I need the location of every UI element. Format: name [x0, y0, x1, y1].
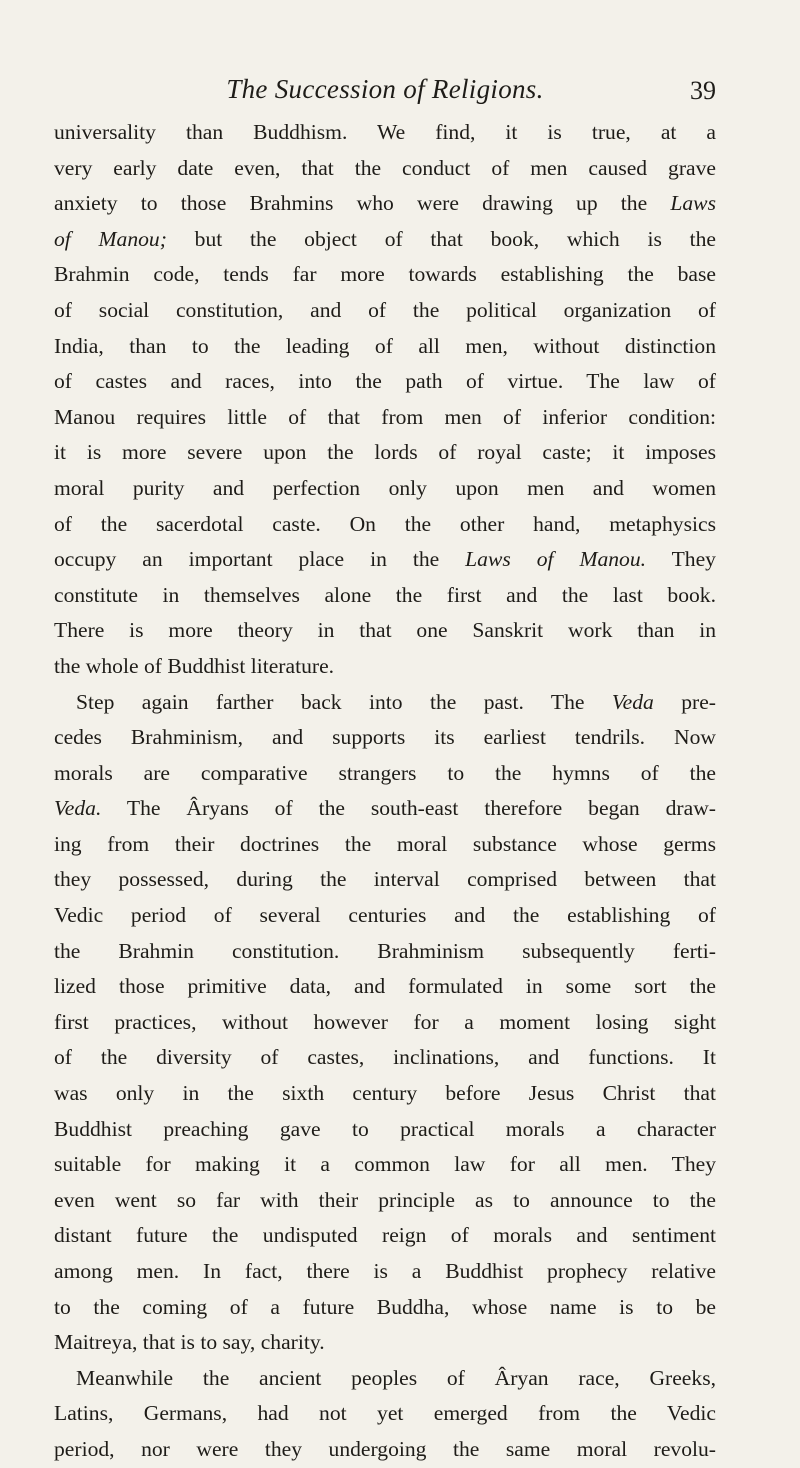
italic-title: Veda: [611, 689, 654, 714]
text-line: very early date even, that the conduct of men caused grave: [54, 155, 716, 180]
text-line: Vedic period of several centuries and the establishing of: [54, 903, 716, 928]
text-line: suitable for making it a common law for all men. They: [54, 1152, 716, 1177]
text-line: ing from their doctrines the moral substance whose germs: [54, 831, 716, 856]
text-line: Brahmin code, tends far more towards establishing the base: [54, 262, 716, 287]
text-line: they possessed, during the interval comprised between that: [54, 867, 716, 892]
text-line: cedes Brahminism, and supports its earliest tendrils. Now: [54, 725, 716, 750]
running-title: The Succession of Religions.: [226, 74, 544, 104]
text-line: among men. In fact, there is a Buddhist prophecy relative: [54, 1259, 716, 1283]
text-line: moral purity and perfection only upon men and women: [54, 475, 716, 500]
text-line: anxiety to those Brahmins who were drawing up the Laws: [54, 191, 716, 216]
page-number: 39: [690, 76, 716, 105]
text-line: to the coming of a future Buddha, whose name is to be: [54, 1294, 716, 1319]
text-line: lized those primitive data, and formulated in some sort the: [54, 974, 716, 999]
running-header: [54, 72, 716, 106]
text-line: was only in the sixth century before Jesus Christ that: [54, 1081, 716, 1106]
text-line: even went so far with their principle as to announce to the: [54, 1187, 716, 1212]
text-line: Latins, Germans, had not yet emerged from the Vedic: [54, 1401, 716, 1426]
text-line: the whole of Buddhist literature.: [54, 653, 335, 678]
italic-title: of Manou;: [54, 226, 167, 251]
text-line: distant future the undisputed reign of morals and sentiment: [54, 1223, 716, 1248]
italic-title: Veda.: [54, 796, 102, 821]
text-line: morals are comparative strangers to the hymns of the: [54, 760, 716, 785]
text-line: Step again farther back into the past. The Veda pre-: [76, 689, 716, 714]
text-line: the Brahmin constitution. Brahminism subsequently ferti-: [54, 938, 716, 963]
text-line: period, nor were they undergoing the same moral revolu-: [54, 1436, 716, 1461]
text-line: of the sacerdotal caste. On the other hand, metaphysics: [54, 511, 716, 536]
text-line: constitute in themselves alone the first and the last book.: [54, 582, 716, 607]
text-line: of social constitution, and of the political organization of: [54, 297, 716, 322]
text-line: occupy an important place in the Laws of Manou. They: [54, 547, 716, 572]
italic-title: Laws of Manou.: [465, 547, 647, 572]
text-line: Veda. The Âryans of the south-east therefore began draw-: [54, 796, 716, 821]
text-line: it is more severe upon the lords of royal caste; it imposes: [54, 440, 716, 465]
text-line: There is more theory in that one Sanskrit work than in: [54, 618, 716, 643]
text-line: India, than to the leading of all men, without distinction: [54, 333, 716, 358]
text-line: of the diversity of castes, inclinations, and functions. It: [54, 1045, 716, 1070]
text-line: Maitreya, that is to say, charity.: [54, 1330, 325, 1355]
italic-title: Laws: [670, 191, 716, 216]
text-line: first practices, without however for a moment losing sight: [54, 1009, 716, 1034]
text-line: universality than Buddhism. We find, it is true, at a: [54, 120, 716, 144]
text-line: Buddhist preaching gave to practical morals a character: [54, 1116, 716, 1141]
text-line: Manou requires little of that from men of inferior condition:: [54, 404, 716, 429]
text-line: of Manou; but the object of that book, which is the: [54, 226, 716, 251]
text-line: of castes and races, into the path of virtue. The law of: [54, 369, 716, 394]
body-text: [54, 115, 716, 1468]
text-line: Meanwhile the ancient peoples of Âryan race, Greeks,: [76, 1365, 716, 1390]
